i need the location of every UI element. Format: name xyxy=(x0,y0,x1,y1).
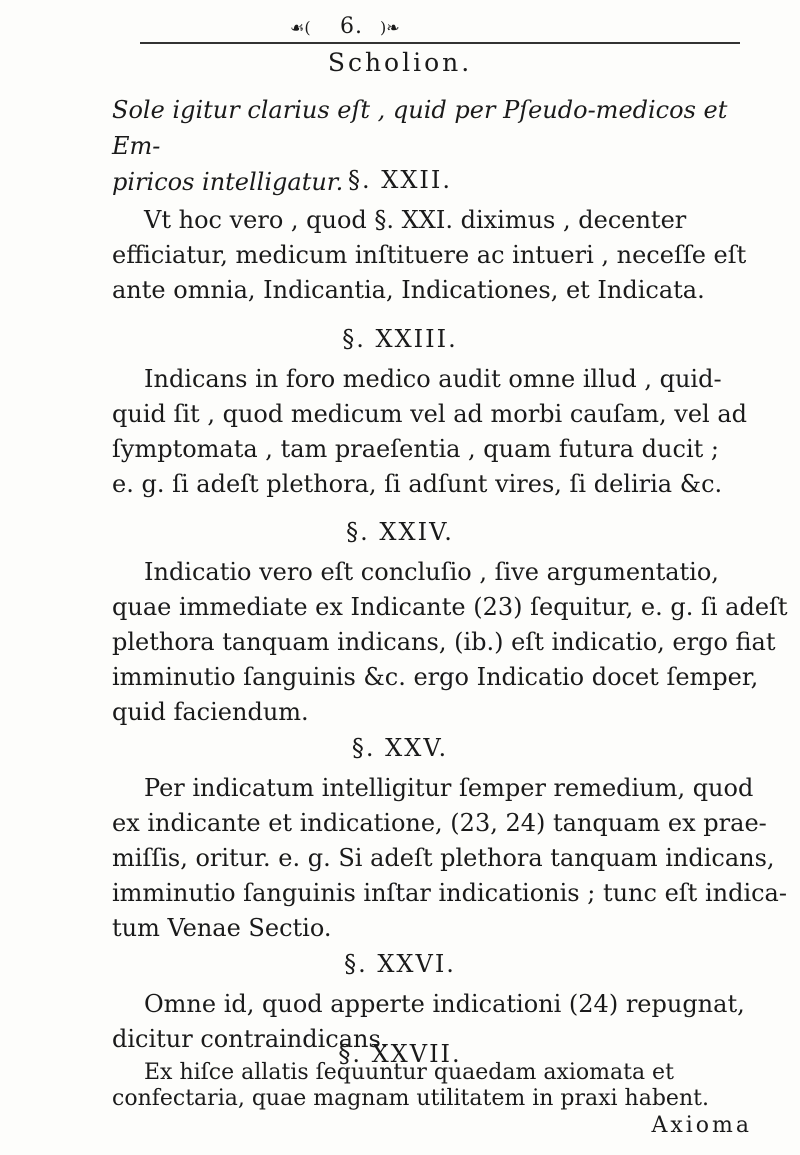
paragraph-xxii xyxy=(112,203,752,308)
text-line: Omne id, quod apperte indicationi (24) repugnat, xyxy=(144,990,745,1018)
header-rule xyxy=(140,42,740,44)
paragraph-xxv xyxy=(112,771,787,946)
text-line: ante omnia, Indicantia, Indicationes, et Indicata. xyxy=(112,276,705,304)
text-line: imminutio ſanguinis inſtar indicationis ; tunc eſt indica- xyxy=(112,879,787,907)
text-line: quid faciendum. xyxy=(112,698,309,726)
text-line: dicitur contraindicans. xyxy=(112,1025,389,1053)
ornament-right-icon: )❧ xyxy=(380,18,400,37)
text-line: Indicatio vero eſt concluſio , ſive argumentatio, xyxy=(144,558,719,586)
section-heading-xxii: §. XXII. xyxy=(347,166,453,194)
text-line: tum Venae Sectio. xyxy=(112,914,332,942)
page-title: Scholion. xyxy=(327,48,473,77)
subtitle-line: piricos intelligatur. xyxy=(112,168,344,196)
text-line: miſſis, oritur. e. g. Si adeſt plethora tanquam indicans, xyxy=(112,844,775,872)
catchword: Axioma xyxy=(651,1113,752,1138)
section-heading-xxvi: §. XXVI. xyxy=(344,950,456,978)
text-line: efficiatur, medicum inſtituere ac intueri , neceſſe eſt xyxy=(112,241,747,269)
text-line: confectaria, quae magnam utilitatem in praxi habent. xyxy=(112,1086,709,1111)
paragraph-xxiv xyxy=(112,555,788,730)
section-heading-xxiii: §. XXIII. xyxy=(342,325,458,353)
text-line: imminutio ſanguinis &c. ergo Indicatio docet ſemper, xyxy=(112,663,759,691)
paragraph-xxvii xyxy=(112,1060,752,1112)
text-line: ex indicante et indicatione, (23, 24) tanquam ex prae- xyxy=(112,809,767,837)
text-line: Ex hiſce allatis ſequuntur quaedam axiomata et xyxy=(144,1060,674,1085)
section-heading-xxv: §. XXV. xyxy=(351,734,449,762)
page-number: 6. xyxy=(340,14,363,39)
text-line: Indicans in foro medico audit omne illud , quid- xyxy=(144,365,722,393)
text-line: e. g. ſi adeſt plethora, ſi adſunt vires, ſi deliria &c. xyxy=(112,470,723,498)
paragraph-xxiii xyxy=(112,362,752,502)
text-line: ſymptomata , tam praeſentia , quam futura ducit ; xyxy=(112,435,719,463)
ornament-left-icon: ☙( xyxy=(290,18,311,37)
text-line: Per indicatum intelligitur ſemper remedium, quod xyxy=(144,774,754,802)
text-line: quid ſit , quod medicum vel ad morbi cauſam, vel ad xyxy=(112,400,747,428)
text-line: Vt hoc vero , quod §. XXI. diximus , decenter xyxy=(144,206,687,234)
section-heading-xxvii: §. XXVII. xyxy=(338,1040,462,1068)
subtitle-line: Sole igitur clarius eſt , quid per Pſeudo-medicos et Em- xyxy=(112,96,728,160)
text-line: plethora tanquam indicans, (ib.) eſt indicatio, ergo fiat xyxy=(112,628,776,656)
running-header xyxy=(140,12,740,46)
text-line: quae immediate ex Indicante (23) ſequitur, e. g. ſi adeſt xyxy=(112,593,788,621)
section-heading-xxiv: §. XXIV. xyxy=(346,518,454,546)
